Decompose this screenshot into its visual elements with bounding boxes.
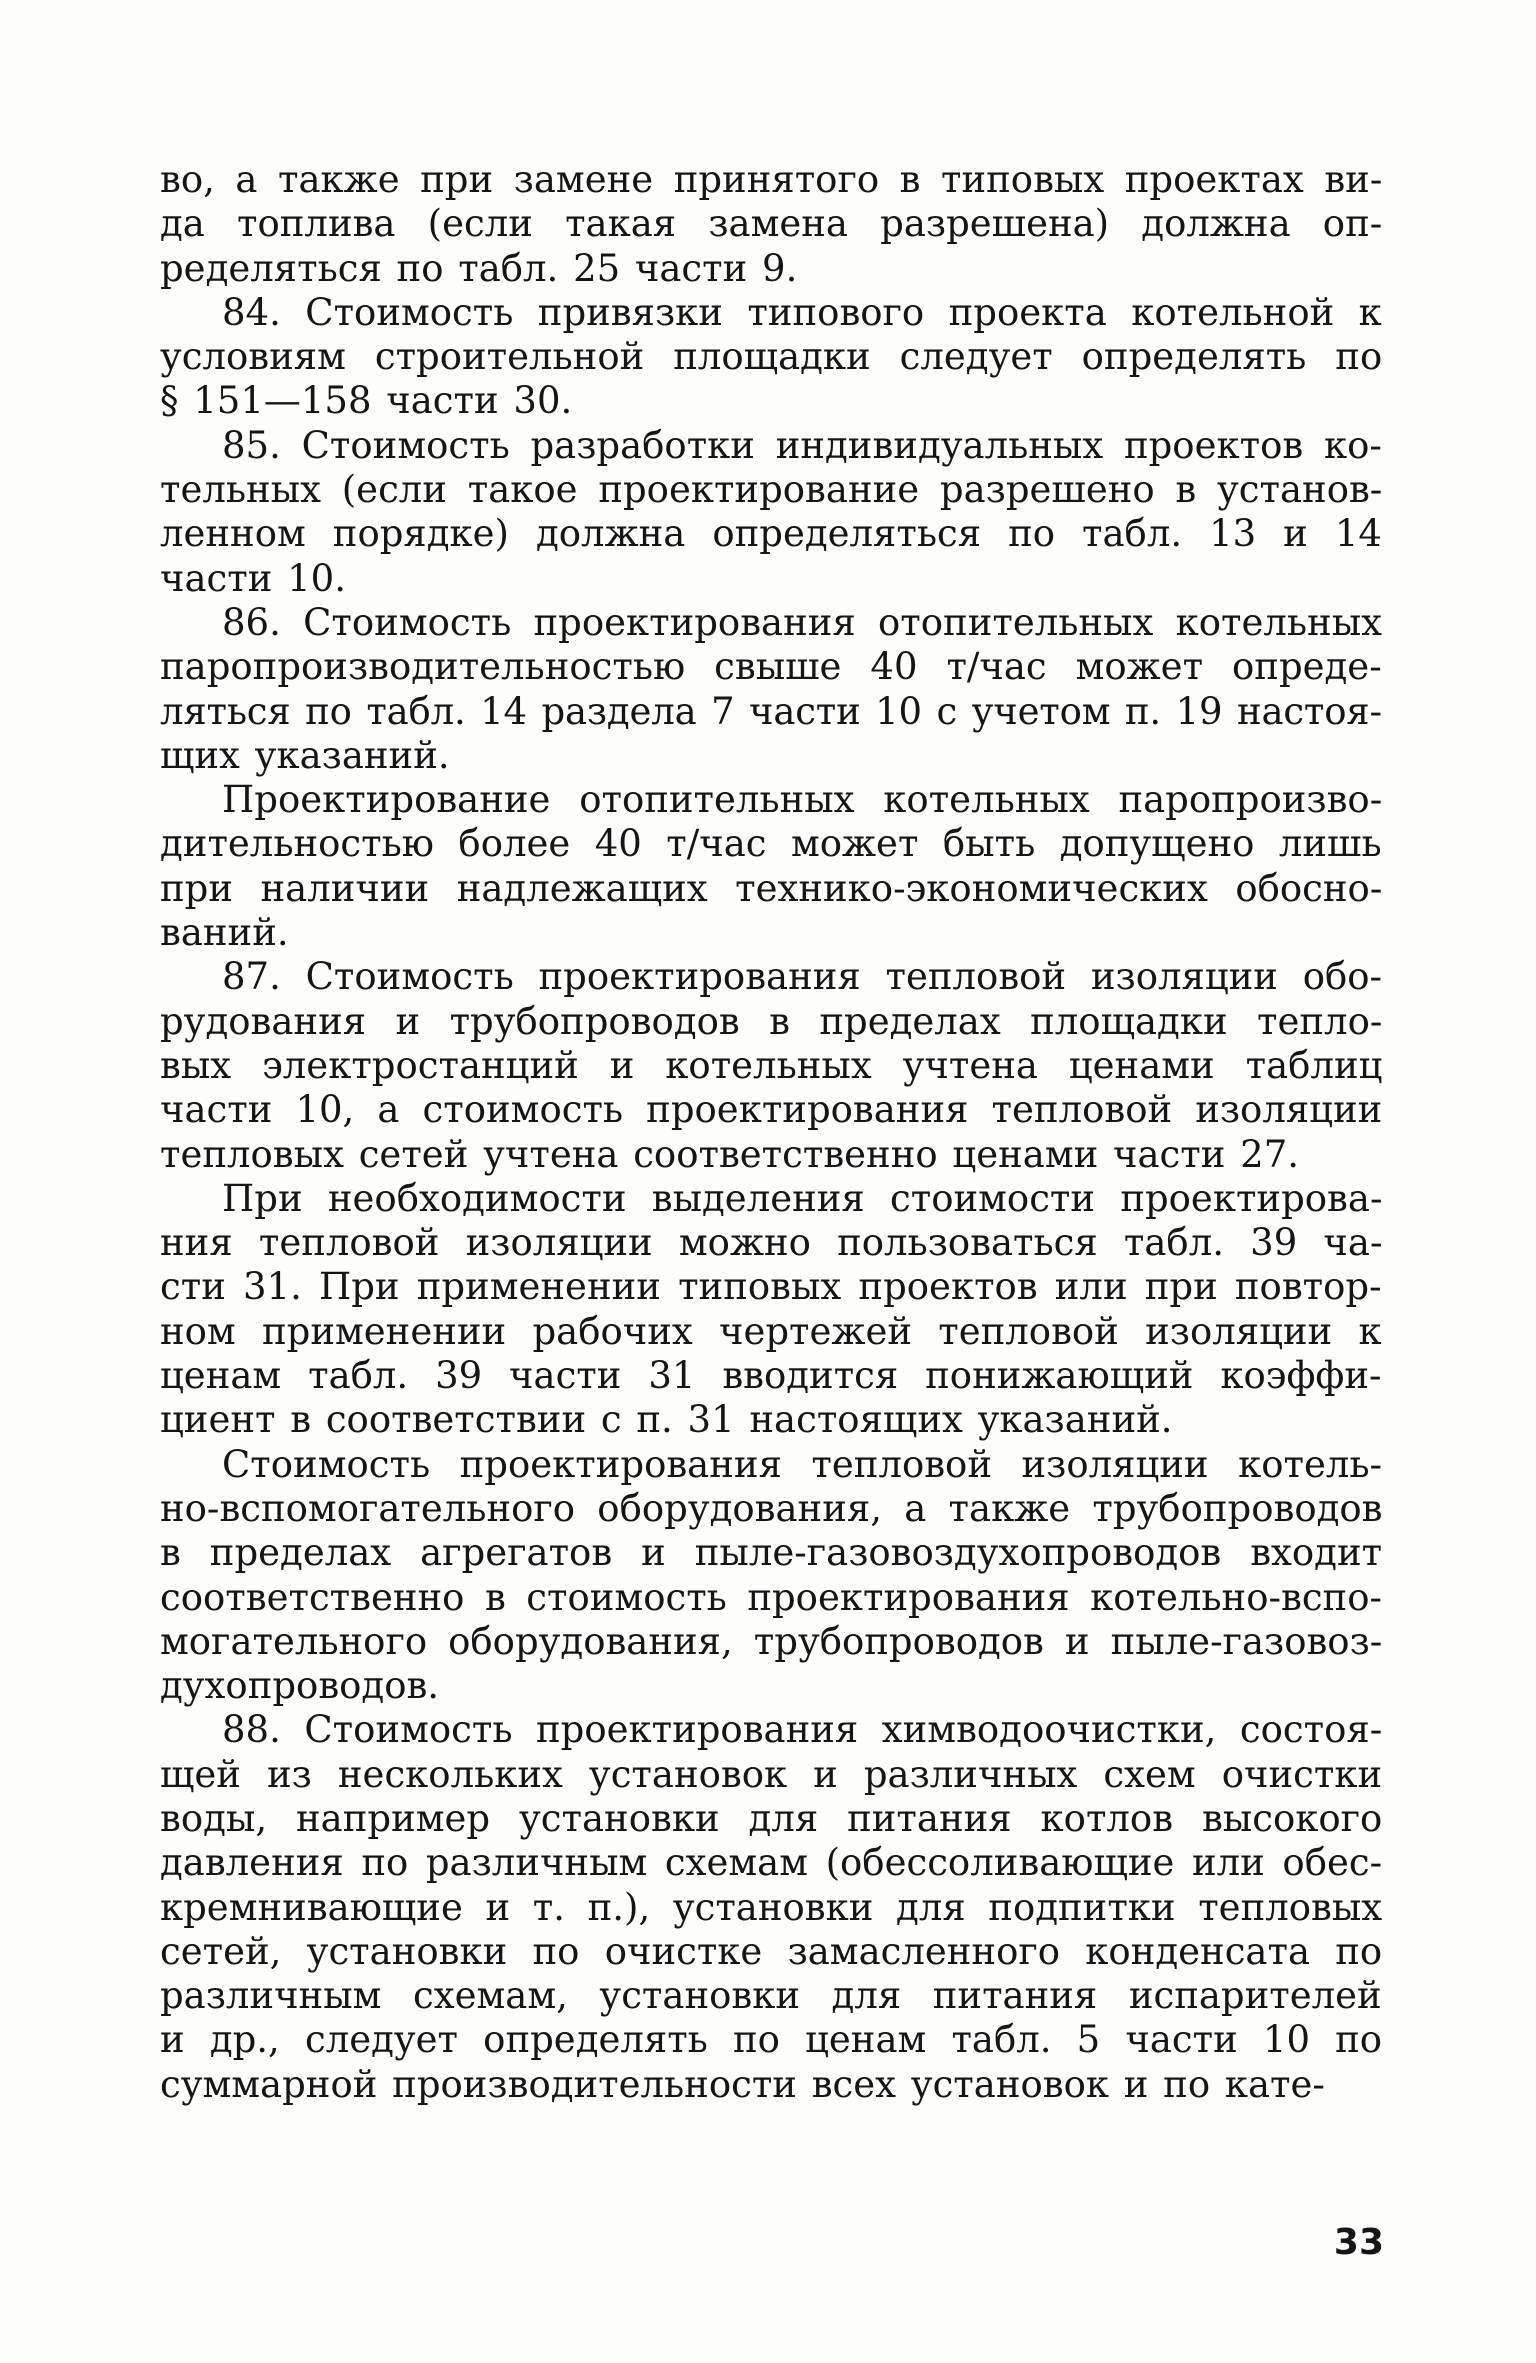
text-line: во, а также при замене принятого в типовых проектах ви- (160, 158, 1382, 201)
text-line: ния тепловой изоляции можно пользоваться табл. 39 ча- (160, 1221, 1382, 1265)
text-line: щей из нескольких установок и различных схем очистки (160, 1752, 1382, 1796)
text-line: вых электростанций и котельных учтена ценами таблиц (160, 1043, 1382, 1087)
text-line: различным схемам, установки для питания испарителей (160, 1974, 1382, 2018)
text-line: суммарной производительности всех установок и по кате- (160, 2062, 1325, 2106)
paragraph-88-start: 88. Стоимость проектирования химводоочистки, состоя- (222, 1708, 1382, 1752)
text-line: могательного оборудования, трубопроводов и пыле-газовоз- (160, 1619, 1382, 1663)
page-number: 33 (1333, 2222, 1384, 2263)
text-line: и др., следует определять по ценам табл. 5 части 10 по (160, 2018, 1382, 2062)
text-line: духопроводов. (160, 1664, 440, 1708)
paragraph-86-start: 86. Стоимость проектирования отопительных котельных (222, 600, 1382, 644)
paragraph-87-start: 87. Стоимость проектирования тепловой изоляции обо- (222, 955, 1382, 999)
text-line: кремнивающие и т. п.), установки для подпитки тепловых (160, 1885, 1382, 1929)
text-line: части 10. (160, 556, 346, 600)
text-line: воды, например установки для питания котлов высокого (160, 1796, 1382, 1840)
paragraph-start: Стоимость проектирования тепловой изоляции котель- (222, 1442, 1382, 1486)
text-line: тельных (если такое проектирование разрешено в установ- (160, 468, 1382, 512)
text-line: ленном порядке) должна определяться по табл. 13 и 14 (160, 512, 1382, 556)
text-line: ном применении рабочих чертежей тепловой изоляции к (160, 1309, 1382, 1353)
text-line: условиям строительной площадки следует определять по (160, 335, 1382, 379)
text-line: сти 31. При применении типовых проектов или при повтор- (160, 1265, 1382, 1309)
text-line: сетей, установки по очистке замасленного конденсата по (160, 1929, 1382, 1973)
paragraph-start: Проектирование отопительных котельных паропроизво- (222, 778, 1382, 822)
text-line: щих указаний. (160, 733, 450, 777)
text-line: давления по различным схемам (обессоливающие или обес- (160, 1841, 1382, 1885)
text-line: да топлива (если такая замена разрешена) должна оп- (160, 202, 1382, 246)
body-text (160, 158, 1382, 2107)
text-line: дительностью более 40 т/час может быть допущено лишь (160, 822, 1382, 866)
text-line: ределяться по табл. 25 части 9. (160, 246, 798, 290)
paragraph-84-start: 84. Стоимость привязки типового проекта котельной к (222, 290, 1382, 334)
text-line: ляться по табл. 14 раздела 7 части 10 с учетом п. 19 настоя- (160, 689, 1382, 733)
text-line: рудования и трубопроводов в пределах площадки тепло- (160, 999, 1382, 1043)
text-line: ваний. (160, 911, 289, 955)
paragraph-start: При необходимости выделения стоимости проектирова- (222, 1176, 1382, 1220)
paragraph-85-start: 85. Стоимость разработки индивидуальных проектов ко- (222, 423, 1382, 467)
text-line: но-вспомогательного оборудования, а также трубопроводов (160, 1486, 1382, 1530)
text-line: § 151—158 части 30. (160, 379, 573, 423)
text-line: циент в соответствии с п. 31 настоящих указаний. (160, 1398, 1173, 1442)
text-line: в пределах агрегатов и пыле-газовоздухопроводов входит (160, 1531, 1382, 1575)
text-line: тепловых сетей учтена соответственно ценами части 27. (160, 1132, 1300, 1176)
text-line: части 10, а стоимость проектирования тепловой изоляции (160, 1088, 1382, 1132)
text-line: ценам табл. 39 части 31 вводится понижающий коэффи- (160, 1354, 1382, 1398)
text-line: паропроизводительностью свыше 40 т/час может опреде- (160, 645, 1382, 689)
text-line: при наличии надлежащих технико-экономических обосно- (160, 866, 1382, 910)
text-line: соответственно в стоимость проектирования котельно-вспо- (160, 1575, 1382, 1619)
